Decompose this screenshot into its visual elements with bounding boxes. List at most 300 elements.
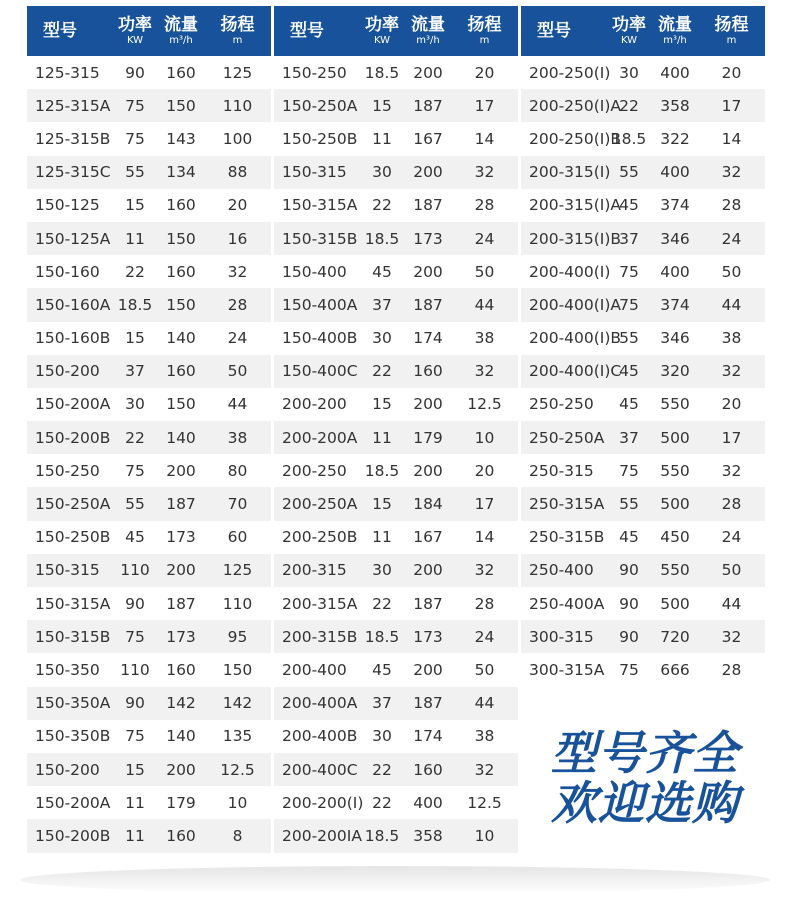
table-row [521,122,765,155]
table-row [521,56,765,89]
table-row [27,189,271,222]
cell-power: 22 [372,196,392,215]
cell-head: 16 [227,229,248,248]
cell-model: 150-200 [35,362,100,381]
cell-head: 24 [474,627,495,646]
cell-power: 22 [619,96,639,115]
table-row [27,819,271,852]
cell-head: 44 [721,594,742,613]
cell-power: 45 [619,362,639,381]
cell-flow: 500 [660,428,690,447]
cell-model: 250-315B [529,528,605,547]
table-row [27,322,271,355]
cell-head: 17 [721,96,742,115]
cell-head: 12.5 [467,395,502,414]
cell-flow: 200 [413,262,443,281]
cell-model: 200-315(I)B [529,229,622,248]
table-row [274,753,518,786]
cell-power: 18.5 [364,627,400,646]
cell-model: 150-315B [282,229,358,248]
cell-model: 200-315(I)A [529,196,622,215]
cell-head: 10 [474,826,495,845]
cell-model: 200-400 [282,660,347,679]
cell-power: 30 [372,727,392,746]
cell-model: 250-400A [529,594,605,613]
cell-power: 45 [125,528,145,547]
cell-flow: 374 [660,295,690,314]
cell-power: 30 [125,395,145,414]
cell-model: 200-315A [282,594,358,613]
cell-model: 200-250 [282,461,347,480]
cell-flow: 160 [413,760,443,779]
cell-flow: 187 [413,295,443,314]
cell-model: 250-250 [529,395,594,414]
cell-model: 150-250B [35,528,111,547]
cell-power: 15 [372,495,392,514]
header-model: 型号 [43,21,77,41]
table-row [274,322,518,355]
cell-flow: 150 [166,395,196,414]
cell-flow: 160 [166,262,196,281]
cell-head: 24 [227,329,248,348]
cell-head: 28 [721,495,742,514]
table-column-1 [27,6,271,853]
cell-power: 22 [372,760,392,779]
cell-model: 150-200B [35,428,111,447]
cell-model: 250-250A [529,428,605,447]
cell-model: 200-250A [282,495,358,514]
cell-power: 11 [372,528,392,547]
table-row [521,255,765,288]
cell-model: 150-350B [35,727,111,746]
cell-model: 200-250(I) [529,63,611,82]
cell-flow: 167 [413,129,443,148]
cell-flow: 500 [660,495,690,514]
cell-power: 55 [125,163,145,182]
table-row [274,521,518,554]
cell-head: 14 [721,129,742,148]
table-row [274,56,518,89]
header-power: 功率 KW [118,15,152,46]
table-row [521,521,765,554]
cell-head: 135 [222,727,253,746]
cell-model: 150-160A [35,295,111,314]
cell-head: 38 [721,329,742,348]
header-flow: 流量 m³/h [411,15,445,46]
cell-power: 75 [125,129,145,148]
cell-model: 125-315A [35,96,111,115]
table-body [521,56,765,687]
cell-power: 55 [125,495,145,514]
table-row [521,554,765,587]
cell-model: 200-400(I)B [529,329,622,348]
cell-power: 55 [619,163,639,182]
cell-flow: 358 [660,96,690,115]
cell-flow: 358 [413,826,443,845]
cell-head: 32 [474,561,495,580]
cell-model: 150-200B [35,826,111,845]
cell-flow: 184 [413,495,443,514]
cell-power: 11 [125,793,145,812]
cell-flow: 500 [660,594,690,613]
table-body [274,56,518,853]
cell-model: 300-315 [529,627,594,646]
cell-head: 32 [721,627,742,646]
table-row [274,620,518,653]
table-row [27,288,271,321]
cell-flow: 160 [166,826,196,845]
cell-flow: 187 [413,96,443,115]
cell-model: 150-315 [282,163,347,182]
cell-model: 200-315(I) [529,163,611,182]
cell-model: 150-400B [282,329,358,348]
cell-flow: 134 [166,163,196,182]
table-row [274,720,518,753]
cell-model: 250-400 [529,561,594,580]
cell-model: 150-250A [35,495,111,514]
cell-power: 90 [619,561,639,580]
cell-head: 38 [474,329,495,348]
cell-power: 75 [125,461,145,480]
table-row [27,620,271,653]
cell-head: 95 [227,627,248,646]
header-model: 型号 [537,21,571,41]
cell-flow: 150 [166,96,196,115]
cell-head: 44 [721,295,742,314]
cell-model: 150-160 [35,262,100,281]
cell-flow: 400 [660,262,690,281]
cell-flow: 200 [413,461,443,480]
cell-flow: 142 [166,694,196,713]
cell-head: 32 [474,760,495,779]
cell-head: 8 [232,826,243,845]
cell-power: 15 [125,196,145,215]
cell-power: 15 [372,96,392,115]
cell-head: 20 [474,461,495,480]
cell-flow: 200 [413,395,443,414]
cell-power: 75 [619,461,639,480]
slogan [540,728,750,828]
cell-flow: 320 [660,362,690,381]
cell-model: 250-315 [529,461,594,480]
table-row [27,720,271,753]
table-row [274,222,518,255]
cell-flow: 200 [413,163,443,182]
cell-head: 32 [474,163,495,182]
cell-flow: 167 [413,528,443,547]
table-row [274,388,518,421]
cell-power: 15 [125,329,145,348]
cell-power: 18.5 [611,129,647,148]
cell-power: 45 [619,395,639,414]
table-row [521,222,765,255]
table-row [27,487,271,520]
cell-power: 45 [372,660,392,679]
cell-model: 125-315 [35,63,100,82]
table-row [27,122,271,155]
cell-model: 200-400B [282,727,358,746]
cell-head: 32 [227,262,248,281]
cell-model: 200-315B [282,627,358,646]
table-row [27,454,271,487]
cell-head: 32 [474,362,495,381]
cell-power: 22 [125,262,145,281]
cell-model: 250-315A [529,495,605,514]
cell-power: 18.5 [364,461,400,480]
cell-power: 90 [125,694,145,713]
cell-flow: 400 [660,63,690,82]
cell-head: 14 [474,129,495,148]
cell-head: 38 [227,428,248,447]
cell-power: 11 [125,826,145,845]
cell-flow: 720 [660,627,690,646]
cell-model: 200-200IA [282,826,362,845]
table-row [274,288,518,321]
cell-power: 37 [372,295,392,314]
cell-power: 75 [619,295,639,314]
cell-flow: 666 [660,660,690,679]
table-row [27,687,271,720]
table-row [27,156,271,189]
cell-flow: 200 [166,561,196,580]
cell-power: 22 [372,793,392,812]
cell-flow: 160 [166,63,196,82]
cell-power: 37 [619,428,639,447]
table-row [274,156,518,189]
table-header [274,6,518,56]
cell-head: 70 [227,495,248,514]
table-row [274,653,518,686]
cell-model: 150-250B [282,129,358,148]
cell-flow: 374 [660,196,690,215]
cell-head: 32 [721,362,742,381]
cell-power: 30 [372,163,392,182]
cell-power: 37 [125,362,145,381]
table-row [27,56,271,89]
table-row [521,89,765,122]
cell-model: 150-400A [282,295,358,314]
cell-head: 24 [721,229,742,248]
bottom-shadow [20,866,770,894]
cell-head: 10 [474,428,495,447]
cell-model: 200-200(I) [282,793,364,812]
table-row [27,388,271,421]
table-row [521,388,765,421]
cell-power: 37 [619,229,639,248]
cell-flow: 173 [413,229,443,248]
cell-flow: 173 [166,627,196,646]
table-row [274,587,518,620]
table-row [27,421,271,454]
cell-power: 18.5 [364,229,400,248]
cell-flow: 550 [660,561,690,580]
cell-power: 37 [372,694,392,713]
cell-model: 300-315A [529,660,605,679]
cell-flow: 140 [166,329,196,348]
cell-head: 28 [474,594,495,613]
slogan-line-2: 欢迎选购 [551,776,739,830]
cell-head: 28 [721,196,742,215]
cell-power: 11 [372,428,392,447]
cell-head: 50 [474,660,495,679]
cell-flow: 179 [413,428,443,447]
cell-head: 17 [721,428,742,447]
cell-flow: 143 [166,129,196,148]
cell-head: 28 [721,660,742,679]
cell-model: 200-315 [282,561,347,580]
cell-flow: 160 [413,362,443,381]
table-row [274,421,518,454]
cell-head: 20 [474,63,495,82]
cell-flow: 187 [166,594,196,613]
table-row [274,122,518,155]
cell-head: 44 [474,694,495,713]
cell-model: 150-315A [282,196,358,215]
cell-head: 12.5 [467,793,502,812]
cell-head: 142 [222,694,253,713]
cell-head: 50 [227,362,248,381]
cell-flow: 140 [166,428,196,447]
cell-power: 75 [125,727,145,746]
cell-model: 150-350A [35,694,111,713]
cell-flow: 160 [166,660,196,679]
cell-flow: 346 [660,229,690,248]
table-row [521,156,765,189]
cell-model: 200-250B [282,528,358,547]
cell-model: 150-315B [35,627,111,646]
cell-flow: 400 [660,163,690,182]
cell-flow: 187 [413,196,443,215]
cell-flow: 450 [660,528,690,547]
cell-head: 20 [721,63,742,82]
cell-flow: 150 [166,229,196,248]
cell-model: 125-315C [35,163,111,182]
cell-power: 15 [372,395,392,414]
cell-power: 90 [619,627,639,646]
cell-head: 32 [721,461,742,480]
cell-head: 44 [227,395,248,414]
cell-head: 20 [227,196,248,215]
cell-model: 150-315A [35,594,111,613]
cell-head: 50 [721,561,742,580]
table-row [274,189,518,222]
cell-power: 22 [372,362,392,381]
header-head: 扬程 m [714,15,749,46]
cell-flow: 200 [413,63,443,82]
table-header [27,6,271,56]
cell-model: 150-315 [35,561,100,580]
header-flow: 流量 m³/h [658,15,692,46]
cell-flow: 550 [660,461,690,480]
table-row [274,687,518,720]
cell-power: 55 [619,495,639,514]
cell-power: 30 [619,63,639,82]
cell-model: 125-315B [35,129,111,148]
header-power: 功率 KW [612,15,646,46]
table-row [521,421,765,454]
table-row [27,786,271,819]
cell-head: 110 [222,96,253,115]
cell-model: 200-200 [282,395,347,414]
table-row [274,454,518,487]
cell-flow: 187 [413,694,443,713]
cell-flow: 200 [166,461,196,480]
table-column-3 [521,6,765,687]
table-row [274,89,518,122]
cell-head: 10 [227,793,248,812]
table-row [27,89,271,122]
table-row [27,355,271,388]
cell-head: 32 [721,163,742,182]
cell-power: 45 [619,528,639,547]
table-row [274,487,518,520]
cell-model: 150-200A [35,793,111,812]
cell-flow: 322 [660,129,690,148]
cell-head: 24 [721,528,742,547]
table-row [521,653,765,686]
table-row [521,487,765,520]
table-row [521,587,765,620]
table-row [274,786,518,819]
cell-model: 150-125A [35,229,111,248]
cell-head: 80 [227,461,248,480]
cell-power: 110 [120,561,150,580]
cell-flow: 160 [166,196,196,215]
cell-model: 150-200 [35,760,100,779]
table-row [274,255,518,288]
cell-power: 30 [372,561,392,580]
cell-flow: 200 [413,561,443,580]
cell-power: 30 [372,329,392,348]
cell-flow: 187 [166,495,196,514]
cell-power: 18.5 [364,826,400,845]
table-row [27,222,271,255]
cell-flow: 346 [660,329,690,348]
cell-head: 44 [474,295,495,314]
cell-flow: 174 [413,727,443,746]
cell-flow: 179 [166,793,196,812]
cell-head: 28 [227,295,248,314]
table-row [521,454,765,487]
table-row [27,753,271,786]
cell-flow: 550 [660,395,690,414]
header-model: 型号 [290,21,324,41]
cell-flow: 174 [413,329,443,348]
cell-model: 200-400C [282,760,358,779]
cell-head: 50 [721,262,742,281]
cell-head: 60 [227,528,248,547]
cell-power: 22 [125,428,145,447]
table-row [274,819,518,852]
table-row [521,322,765,355]
cell-power: 90 [125,63,145,82]
cell-head: 12.5 [220,760,255,779]
cell-power: 18.5 [117,295,153,314]
table-header [521,6,765,56]
cell-model: 200-200A [282,428,358,447]
cell-flow: 200 [413,660,443,679]
table-row [521,189,765,222]
table-body [27,56,271,853]
cell-flow: 140 [166,727,196,746]
cell-model: 150-250 [35,461,100,480]
cell-power: 11 [125,229,145,248]
slogan-line-1: 型号齐全 [551,726,739,780]
cell-power: 45 [619,196,639,215]
header-head: 扬程 m [467,15,502,46]
cell-power: 90 [619,594,639,613]
header-power: 功率 KW [365,15,399,46]
